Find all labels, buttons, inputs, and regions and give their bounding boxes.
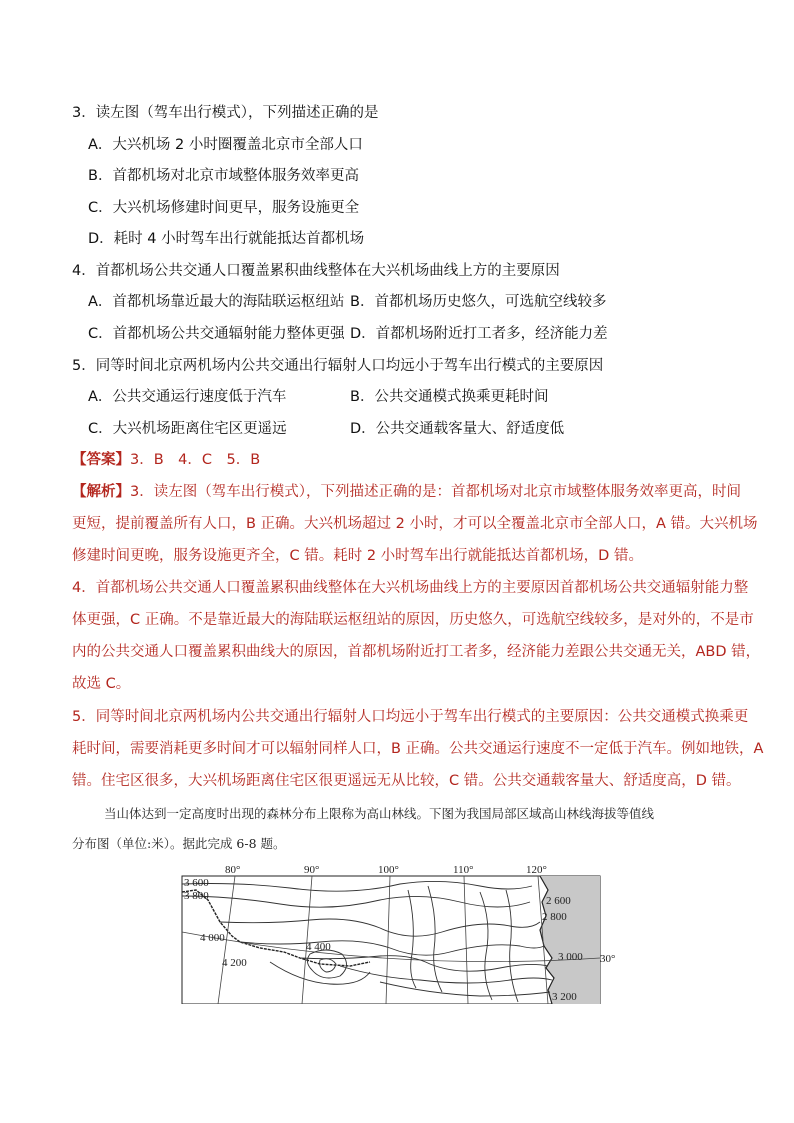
contour-map-svg	[180, 862, 620, 1004]
analysis-tag: 【解析】	[72, 484, 130, 500]
analysis-line-7: 故选 C。	[72, 676, 131, 692]
analysis-line-4: 4．首都机场公共交通人口覆盖累积曲线整体在大兴机场曲线上方的主要原因首都机场公共交通辐射能力整	[72, 580, 749, 596]
lat-label-30: 30°	[600, 953, 616, 965]
q5-option-d: D．公共交通载客量大、舒适度低	[350, 421, 565, 437]
analysis-line-3: 修建时间更晚，服务设施更齐全，C 错。耗时 2 小时驾车出行就能抵达首都机场，D 错。	[72, 548, 643, 564]
q3-option-b: B．首都机场对北京市域整体服务效率更高	[88, 168, 359, 184]
answer-text: 3．B 4．C 5．B	[130, 452, 261, 468]
contour-label-3200: 3 200	[552, 991, 577, 1003]
q3-stem: 3．读左图（驾车出行模式），下列描述正确的是	[72, 105, 379, 121]
contour-map	[180, 862, 620, 1004]
q5-option-a: A．公共交通运行速度低于汽车	[88, 389, 287, 405]
answer-line	[72, 450, 260, 470]
intro-line-1: 当山体达到一定高度时出现的森林分布上限称为高山林线。下图为我国局部区域高山林线海拔等值线	[104, 806, 655, 821]
q4-option-c: C．首都机场公共交通辐射能力整体更强	[88, 326, 345, 342]
contour-label-3000: 3 000	[558, 951, 583, 963]
contour-label-4000: 4 000	[200, 932, 225, 944]
q5-stem: 5．同等时间北京两机场内公共交通出行辐射人口均远小于驾车出行模式的主要原因	[72, 358, 604, 374]
lon-label-110: 110°	[453, 864, 474, 876]
q4-option-d: D．首都机场附近打工者多，经济能力差	[350, 326, 608, 342]
lon-label-80: 80°	[225, 864, 241, 876]
q5-option-b: B．公共交通模式换乘更耗时间	[350, 389, 549, 405]
q4-stem: 4．首都机场公共交通人口覆盖累积曲线整体在大兴机场曲线上方的主要原因	[72, 263, 560, 279]
contour-label-4200: 4 200	[222, 957, 247, 969]
analysis-line-6: 内的公共交通人口覆盖累积曲线大的原因，首都机场附近打工者多，经济能力差跟公共交通无关，ABD 错，	[72, 644, 761, 660]
q3-option-c: C．大兴机场修建时间更早，服务设施更全	[88, 200, 360, 216]
analysis-text-1: 3．读左图（驾车出行模式），下列描述正确的是：首都机场对北京市域整体服务效率更高，时间	[130, 484, 741, 500]
contour-label-3800: 3 800	[184, 890, 209, 902]
q3-option-d: D．耗时 4 小时驾车出行就能抵达首都机场	[88, 231, 365, 247]
contour-label-2800: 2 800	[542, 911, 567, 923]
q4-option-a: A．首都机场靠近最大的海陆联运枢纽站	[88, 294, 345, 310]
lon-label-100: 100°	[378, 864, 399, 876]
answer-tag: 【答案】	[72, 452, 130, 468]
analysis-line-2: 更短，提前覆盖所有人口，B 正确。大兴机场超过 2 小时，才可以全覆盖北京市全部人口，A 错。大兴机场	[72, 516, 758, 532]
analysis-line-5: 体更强，C 正确。不是靠近最大的海陆联运枢纽站的原因，历史悠久，可选航空线较多，是对外的，不是市	[72, 612, 754, 628]
analysis-line-8: 5．同等时间北京两机场内公共交通出行辐射人口均远小于驾车出行模式的主要原因：公共交通模式换乘更	[72, 709, 749, 725]
lon-label-90: 90°	[304, 864, 320, 876]
q4-option-b: B．首都机场历史悠久，可选航空线较多	[350, 294, 607, 310]
analysis-line-9: 耗时间，需要消耗更多时间才可以辐射同样人口，B 正确。公共交通运行速度不一定低于汽车。例如地铁，A	[72, 741, 764, 757]
contour-label-4400: 4 400	[306, 941, 331, 953]
intro-line-2: 分布图（单位:米）。据此完成 6-8 题。	[72, 836, 286, 851]
analysis-line-1	[72, 482, 741, 502]
q3-option-a: A．大兴机场 2 小时圈覆盖北京市全部人口	[88, 137, 363, 153]
contour-label-2600: 2 600	[546, 895, 571, 907]
q5-option-c: C．大兴机场距离住宅区更遥远	[88, 421, 287, 437]
contour-label-3600: 3 600	[184, 877, 209, 889]
lon-label-120: 120°	[526, 864, 547, 876]
analysis-line-10: 错。住宅区很多，大兴机场距离住宅区很更遥远无从比较，C 错。公共交通载客量大、舒适度高，D 错。	[72, 773, 741, 789]
